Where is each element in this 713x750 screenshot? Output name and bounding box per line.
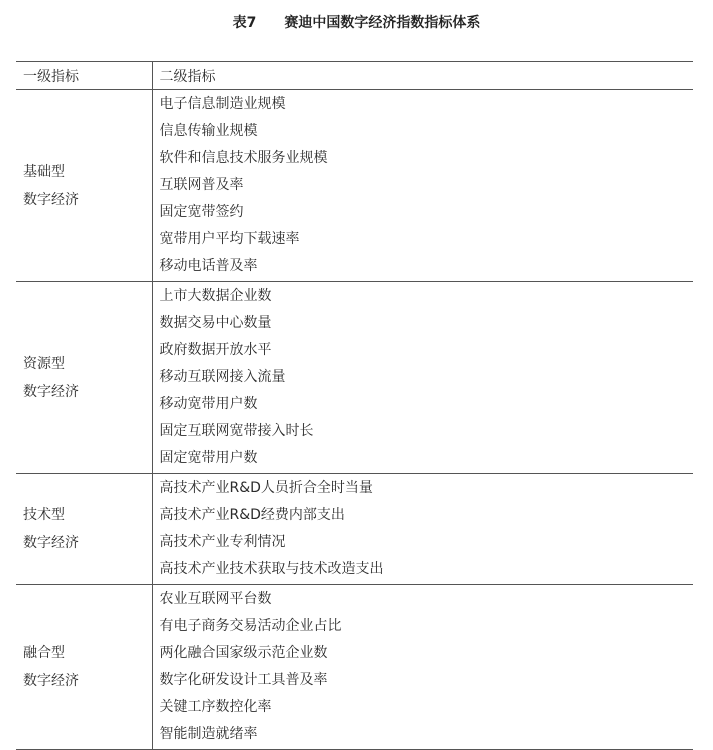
- secondary-indicator: 数字化研发设计工具普及率: [159, 672, 328, 688]
- secondary-indicator: 高技术产业技术获取与技术改造支出: [159, 561, 384, 577]
- secondary-indicator: 软件和信息技术服务业规模: [159, 150, 328, 166]
- primary-indicator: [16, 585, 152, 750]
- table-row: [16, 585, 693, 750]
- indicator-table: [16, 61, 693, 750]
- primary-indicator: [16, 474, 152, 585]
- secondary-indicator: 固定互联网宽带接入时长: [159, 423, 314, 439]
- secondary-indicator: 有电子商务交易活动企业占比: [159, 618, 342, 634]
- secondary-indicator: 政府数据开放水平: [159, 342, 272, 358]
- secondary-indicator: 互联网普及率: [159, 177, 244, 193]
- secondary-indicator: 电子信息制造业规模: [159, 96, 286, 112]
- table-row: [16, 90, 693, 282]
- secondary-indicator-list: [152, 90, 693, 282]
- header-col-secondary: 二级指标: [152, 62, 693, 90]
- secondary-indicator: 农业互联网平台数: [159, 591, 272, 607]
- secondary-indicator-list: [152, 282, 693, 474]
- secondary-indicator: 高技术产业R&D人员折合全时当量: [159, 480, 373, 496]
- secondary-indicator: 固定宽带签约: [159, 204, 244, 220]
- secondary-indicator: 上市大数据企业数: [159, 288, 272, 304]
- secondary-indicator: 移动宽带用户数: [159, 396, 258, 412]
- secondary-indicator: 移动电话普及率: [159, 258, 258, 274]
- primary-indicator-label: 基础型: [23, 163, 65, 180]
- secondary-indicator: 移动互联网接入流量: [159, 369, 286, 385]
- secondary-indicator: 智能制造就绪率: [159, 726, 258, 742]
- primary-indicator-label: 技术型: [23, 507, 65, 523]
- secondary-indicator: 高技术产业R&D经费内部支出: [159, 507, 345, 523]
- table-caption: [0, 12, 713, 32]
- primary-indicator-label: 资源型: [23, 355, 65, 372]
- secondary-indicator: 信息传输业规模: [159, 123, 258, 139]
- primary-indicator-label: 数字经济: [23, 535, 79, 551]
- header-row: [16, 62, 693, 90]
- secondary-indicator: 两化融合国家级示范企业数: [159, 645, 328, 661]
- table-title: 赛迪中国数字经济指数指标体系: [284, 15, 481, 31]
- secondary-indicator: 高技术产业专利情况: [159, 534, 286, 550]
- header-col-primary: 一级指标: [16, 62, 152, 90]
- primary-indicator-label: 数字经济: [23, 191, 79, 208]
- secondary-indicator-list: [152, 585, 693, 750]
- table-number: 表7: [232, 15, 257, 31]
- primary-indicator: [16, 282, 152, 474]
- secondary-indicator-list: [152, 474, 693, 585]
- secondary-indicator: 数据交易中心数量: [159, 315, 272, 331]
- table-row: [16, 474, 693, 585]
- table-row: [16, 282, 693, 474]
- primary-indicator-label: 数字经济: [23, 383, 79, 400]
- secondary-indicator: 宽带用户平均下载速率: [159, 231, 300, 247]
- primary-indicator-label: 数字经济: [23, 673, 79, 689]
- secondary-indicator: 固定宽带用户数: [159, 450, 258, 466]
- secondary-indicator: 关键工序数控化率: [159, 699, 272, 715]
- primary-indicator: [16, 90, 152, 282]
- primary-indicator-label: 融合型: [23, 645, 65, 661]
